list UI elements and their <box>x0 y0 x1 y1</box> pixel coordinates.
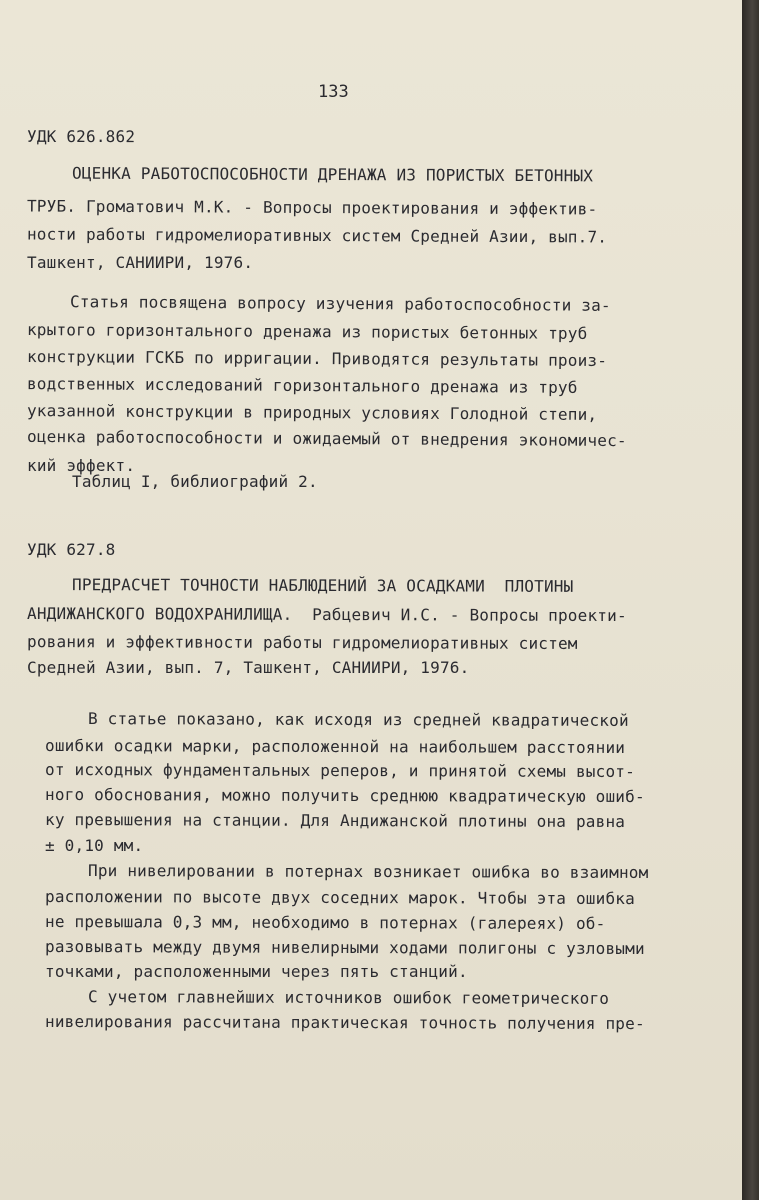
page-number: 133 <box>318 82 349 102</box>
entry-title-line: ности работы гидромелиоративных систем Средней Азии, вып.7. <box>26 224 608 247</box>
entry-title-line: ОЦЕНКА РАБОТОСПОСОБНОСТИ ДРЕНАЖА ИЗ ПОРИСТЫХ БЕТОННЫХ <box>71 163 594 186</box>
abstract-line: ного обоснования, можно получить среднюю квадратическую ошиб- <box>44 784 645 807</box>
tables-note: Таблиц I, библиографий 2. <box>72 472 318 491</box>
abstract-line: конструкции ГСКБ по ирригации. Приводятся результаты произ- <box>26 346 608 371</box>
abstract-line: нивелирования рассчитана практическая точность получения пре- <box>44 1011 645 1034</box>
abstract-line: ± 0,10 мм. <box>45 836 144 855</box>
entry-title-line: ТРУБ. Громатович М.К. - Вопросы проектирования и эффектив- <box>26 196 598 219</box>
udk-code: УДК 627.8 <box>27 540 116 559</box>
abstract-line: водственных исследований горизонтального дренажа из труб <box>26 374 578 397</box>
entry-title-line: Средней Азии, вып. 7, Ташкент, САНИИРИ, 1976. <box>27 658 470 677</box>
udk-code: УДК 626.862 <box>26 126 136 147</box>
entry-title-line: АНДИЖАНСКОГО ВОДОХРАНИЛИЩА. Рабцевич И.С. - Вопросы проекти- <box>26 603 627 626</box>
abstract-line: оценка работоспособности и ожидаемый от внедрения экономичес- <box>26 426 627 451</box>
abstract-line: кий эффект. <box>27 456 136 475</box>
abstract-line: не превышала 0,3 мм, необходимо в потернах (галереях) об- <box>44 912 606 933</box>
abstract-line: точками, расположенными через пять станций. <box>45 962 468 981</box>
abstract-line: крытого горизонтального дренажа из пористых бетонных труб <box>26 320 588 343</box>
entry-title-line: Ташкент, САНИИРИ, 1976. <box>27 253 254 272</box>
page-edge <box>742 0 759 1200</box>
entry-title-line: ПРЕДРАСЧЕТ ТОЧНОСТИ НАБЛЮДЕНИЙ ЗА ОСАДКАМИ ПЛОТИНЫ <box>71 575 574 596</box>
abstract-line: При нивелировании в потернах возникает ошибка во взаимном <box>87 861 649 882</box>
abstract-line: ку превышения на станции. Для Андижанской плотины она равна <box>44 809 626 832</box>
abstract-line: разовывать между двумя нивелирными ходами полигоны с узловыми <box>44 936 645 959</box>
abstract-line: ошибки осадки марки, расположенной на наибольшем расстоянии <box>44 735 626 758</box>
abstract-line: от исходных фундаментальных реперов, и принятой схемы высот- <box>44 759 636 782</box>
abstract-line: В статье показано, как исходя из средней квадратической <box>87 709 629 730</box>
entry-title-line: рования и эффективности работы гидромелиоративных систем <box>26 632 578 653</box>
abstract-line: Статья посвящена вопросу изучения работоспособности за- <box>69 292 611 315</box>
abstract-line: указанной конструкции в природных условиях Голодной степи, <box>26 401 598 424</box>
abstract-line: расположении по высоте двух соседних марок. Чтобы эта ошибка <box>44 886 636 909</box>
abstract-line: С учетом главнейших источников ошибок геометрического <box>87 987 610 1008</box>
